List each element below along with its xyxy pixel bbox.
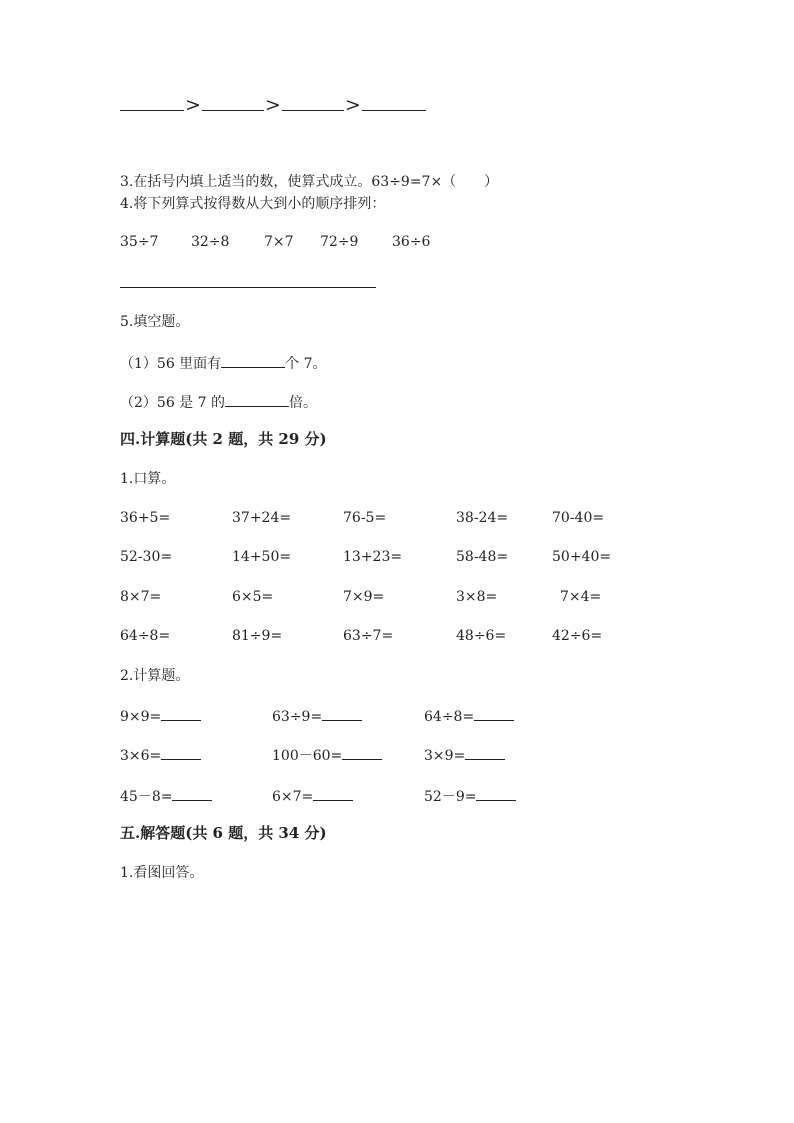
question-4: 4.将下列算式按得数从大到小的顺序排列： [120, 196, 386, 212]
calc-expression: 9×9= [120, 709, 162, 725]
ordering-blank-2[interactable] [202, 96, 264, 111]
calc-expression: 64÷8= [424, 709, 475, 725]
ordering-blank-4[interactable] [362, 96, 426, 111]
calc-item [120, 706, 201, 726]
oral-item: 81÷9= [232, 628, 283, 644]
oral-item: 7×9= [343, 589, 385, 605]
section-5-question-1: 1.看图回答。 [120, 865, 204, 881]
calc-expression: 63÷9= [272, 709, 323, 725]
q5-part-2 [120, 392, 317, 412]
q4-item: 35÷7 [120, 234, 159, 250]
oral-item: 70-40= [552, 510, 605, 526]
calc-answer-blank[interactable] [172, 786, 212, 801]
question-3: 3.在括号内填上适当的数，使算式成立。63÷9=7×（ ） [120, 174, 499, 190]
ordering-row [120, 96, 426, 116]
oral-item: 38-24= [456, 510, 509, 526]
calc-item [272, 706, 362, 726]
oral-item: 48÷6= [456, 628, 507, 644]
calc-item [272, 786, 353, 806]
q4-item: 72÷9 [320, 234, 359, 250]
calc-answer-blank[interactable] [322, 706, 362, 721]
calc-expression: 3×6= [120, 748, 162, 764]
oral-item: 14+50= [232, 549, 292, 565]
oral-item: 52-30= [120, 549, 173, 565]
calc-answer-blank[interactable] [474, 706, 514, 721]
oral-item: 8×7= [120, 589, 162, 605]
section-5-title: 五.解答题(共 6 题，共 34 分) [120, 824, 327, 842]
oral-item: 58-48= [456, 549, 509, 565]
calc-expression: 52－9= [424, 789, 477, 805]
calc-expression: 45－8= [120, 789, 173, 805]
calc-item [424, 786, 516, 806]
calc-expression: 100－60= [272, 748, 343, 764]
calc-expression: 3×9= [424, 748, 466, 764]
calc-answer-blank[interactable] [161, 745, 201, 760]
oral-item: 42÷6= [552, 628, 603, 644]
calc-answer-blank[interactable] [342, 745, 382, 760]
calc-item [120, 786, 212, 806]
oral-calc-title: 1.口算。 [120, 471, 176, 487]
question-5-title: 5.填空题。 [120, 314, 190, 330]
oral-item: 3×8= [456, 589, 498, 605]
calc-item [424, 745, 505, 765]
calc-item [272, 745, 382, 765]
greater-than-sign: > [185, 94, 201, 116]
greater-than-sign: > [264, 94, 281, 116]
calc-answer-blank[interactable] [465, 745, 505, 760]
q5-part-1-suffix: 个 7。 [285, 356, 327, 372]
oral-item: 76-5= [343, 510, 387, 526]
ordering-blank-1[interactable] [120, 96, 184, 111]
section-4-title: 四.计算题(共 2 题，共 29 分) [120, 430, 327, 448]
q4-item: 7×7 [264, 234, 294, 250]
q4-answer-line[interactable] [120, 287, 376, 288]
ordering-blank-3[interactable] [282, 96, 344, 111]
q5-part-2-text: （2）56 是 7 的 [120, 395, 225, 411]
oral-item: 6×5= [232, 589, 274, 605]
calc-expression: 6×7= [272, 789, 314, 805]
q5-part-1-blank[interactable] [221, 353, 285, 368]
calc-item [120, 745, 201, 765]
q5-part-1-text: （1）56 里面有 [120, 356, 222, 372]
oral-item: 36+5= [120, 510, 171, 526]
calc-answer-blank[interactable] [476, 786, 516, 801]
calc-answer-blank[interactable] [313, 786, 353, 801]
oral-item: 37+24= [232, 510, 292, 526]
calc-item [424, 706, 514, 726]
oral-item: 63÷7= [343, 628, 394, 644]
q4-item: 36÷6 [392, 234, 431, 250]
oral-item: 64÷8= [120, 628, 171, 644]
q5-part-2-suffix: 倍。 [288, 395, 317, 411]
greater-than-sign: > [344, 94, 361, 116]
oral-item: 7×4= [560, 589, 602, 605]
q4-item: 32÷8 [191, 234, 230, 250]
q5-part-2-blank[interactable] [225, 392, 289, 407]
q5-part-1 [120, 353, 327, 373]
oral-item: 13+23= [343, 549, 403, 565]
calc-answer-blank[interactable] [161, 706, 201, 721]
oral-item: 50+40= [552, 549, 612, 565]
calc-title: 2.计算题。 [120, 668, 190, 684]
